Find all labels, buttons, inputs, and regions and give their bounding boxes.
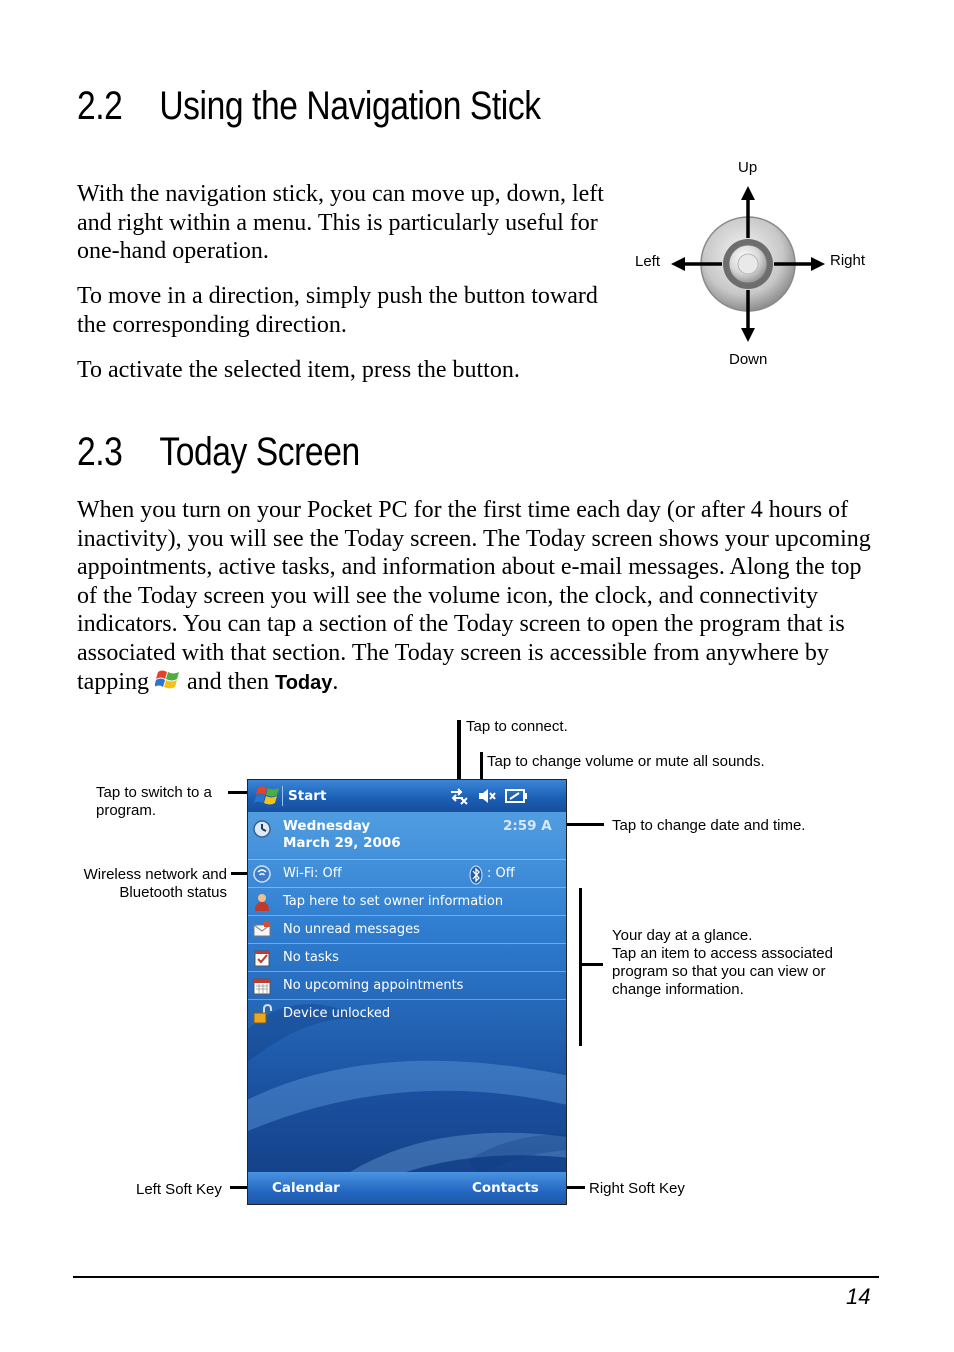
device-lock-text: Device unlocked: [283, 1006, 391, 1021]
wireless-manager-icon: [252, 864, 272, 884]
start-flag-icon[interactable]: [254, 785, 280, 807]
pocketpc-today-screen: [247, 779, 567, 1205]
footer-rule: [73, 1276, 879, 1278]
owner-info-text: Tap here to set owner information: [283, 894, 504, 909]
soft-key-bar: [248, 1172, 566, 1204]
today-paragraph-and-then: and then: [187, 668, 269, 695]
nav-label-left: Left: [635, 253, 661, 270]
device-lock-row[interactable]: [248, 1000, 566, 1028]
battery-icon[interactable]: [504, 786, 528, 806]
owner-person-icon: [252, 892, 272, 912]
today-paragraph-text: When you turn on your Pocket PC for the first time each day (or after 4 hours of inactivity), you will see the Today screen. The Today screen shows your upcoming appointments, active tasks, and information about e-mail messages. Along the top of the Today screen you will see the volume icon, the clock, and connectivity indicators. You can tap a section of the Today screen to open the program that is associated with that section. The Today screen is accessible from anywhere by tapping: [77, 497, 871, 695]
owner-info-row[interactable]: [248, 888, 566, 916]
nav-label-up: Up: [738, 159, 758, 176]
unlocked-padlock-icon: [252, 1004, 272, 1024]
callout-switch: Tap to switch to a program.: [96, 784, 212, 819]
appointments-row[interactable]: [248, 972, 566, 1000]
section-heading-2-3: [77, 430, 360, 475]
today-paragraph: When you turn on your Pocket PC for the first time each day (or after 4 hours of inactivity), you will see the Today screen. The Today screen shows your upcoming appointments, active tasks, and information about e-mail messages. Along the top of the Today screen you will see the volume icon, the clock, and connectivity indicators. You can tap a section of the Today screen to open the program that is associated with that section. The Today screen is accessible from anywhere by tapping and then Today.: [77, 497, 871, 695]
nav-paragraph-1: With the navigation stick, you can move up, down, left and right within a menu. This is particularly useful for one-hand operation.: [77, 181, 604, 265]
wireless-row[interactable]: [248, 860, 566, 888]
leader-glance: [581, 963, 603, 966]
callout-glance-desc: Tap an item to access associated program so that you can view or change information.: [612, 945, 833, 998]
tasks-text: No tasks: [283, 950, 339, 965]
connectivity-icon[interactable]: [449, 786, 469, 806]
callout-datetime: Tap to change date and time.: [612, 817, 806, 834]
appointments-text: No upcoming appointments: [283, 978, 464, 993]
navigation-stick-illustration: [665, 182, 835, 347]
nav-paragraph-2: To move in a direction, simply push the button toward the corresponding direction.: [77, 283, 598, 338]
callout-left-soft-key: Left Soft Key: [136, 1181, 222, 1198]
start-menu-label[interactable]: Start: [288, 788, 327, 804]
bluetooth-icon: [469, 865, 483, 885]
callout-right-soft-key: Right Soft Key: [589, 1180, 685, 1197]
windows-flag-icon: [155, 668, 181, 692]
time-text[interactable]: 2:59 A: [503, 818, 552, 834]
wifi-status: Wi-Fi: Off: [283, 866, 342, 881]
messages-text: No unread messages: [283, 922, 420, 937]
section-title: Using the Navigation Stick: [159, 84, 541, 128]
callout-wireless: Wireless network and Bluetooth status: [83, 866, 227, 901]
volume-icon[interactable]: [477, 786, 497, 806]
calendar-icon: [252, 976, 272, 996]
callout-volume: Tap to change volume or mute all sounds.: [487, 753, 765, 770]
callout-glance-title: Your day at a glance.: [612, 927, 753, 944]
tasks-row[interactable]: [248, 944, 566, 972]
envelope-icon: [252, 920, 272, 940]
messages-row[interactable]: [248, 916, 566, 944]
section-title: Today Screen: [159, 430, 360, 474]
nav-label-right: Right: [830, 252, 866, 269]
nav-paragraph-3: To activate the selected item, press the button.: [77, 357, 520, 383]
bracket-glance: [579, 888, 582, 1046]
clock-icon: [252, 819, 272, 839]
navigation-bar: [248, 780, 566, 812]
date-text: March 29, 2006: [283, 835, 401, 851]
day-of-week: Wednesday: [283, 818, 371, 834]
page-number: 14: [846, 1284, 871, 1309]
callout-connect: Tap to connect.: [466, 718, 568, 735]
section-number: 2.2: [77, 84, 123, 128]
right-soft-key[interactable]: Contacts: [472, 1180, 539, 1196]
date-time-row[interactable]: [248, 812, 566, 860]
section-number: 2.3: [77, 430, 123, 474]
today-command: Today: [274, 671, 333, 694]
nav-label-down: Down: [729, 351, 768, 368]
tasks-checkbox-icon: [252, 948, 272, 968]
section-heading-2-2: [77, 84, 541, 129]
bluetooth-status: : Off: [487, 866, 515, 881]
left-soft-key[interactable]: Calendar: [272, 1180, 340, 1196]
